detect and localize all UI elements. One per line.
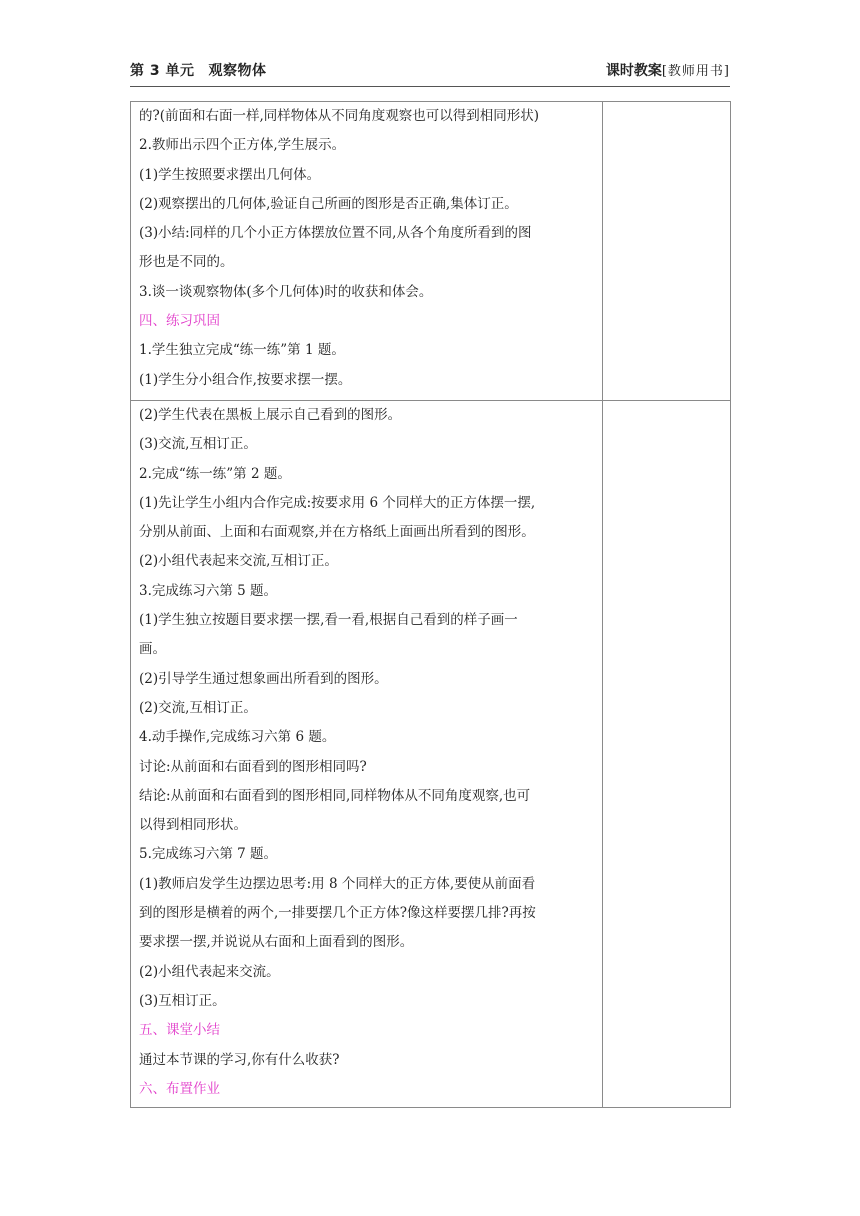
text-line: (2)学生代表在黑板上展示自己看到的图形。 [139,407,402,423]
text-line: (1)学生按照要求摆出几何体。 [139,166,321,183]
text-line: 结论:从前面和右面看到的图形相同,同样物体从不同角度观察,也可 [139,787,531,804]
text-line: (2)小组代表起来交流,互相订正。 [139,553,338,570]
text-line: 以得到相同形状。 [139,817,247,834]
page-header [130,60,730,84]
text-line: (1)先让学生小组内合作完成:按要求用 6 个同样大的正方体摆一摆, [139,494,536,511]
unit-heading [130,60,267,80]
text-line: 讨论:从前面和右面看到的图形相同吗? [139,758,367,775]
text-line: (3)互相订正。 [139,992,226,1009]
content-cell [131,102,603,401]
text-line: 到的图形是横着的两个,一排要摆几个正方体?像这样要摆几排?再按 [139,905,536,922]
notes-cell [603,401,731,1108]
section-heading: 五、课堂小结 [139,1022,220,1039]
text-line: (3)小结:同样的几个小正方体摆放位置不同,从各个角度所看到的图 [139,225,532,242]
content-block [131,401,602,1104]
text-line: 2.完成“练一练”第 2 题。 [139,465,291,482]
table-row [131,102,731,401]
notes-cell [603,102,731,401]
section-heading: 四、练习巩固 [139,313,220,330]
text-line: (1)学生独立按题目要求摆一摆,看一看,根据自己看到的样子画一 [139,612,518,629]
table-row [131,401,731,1108]
text-line: 的?(前面和右面一样,同样物体从不同角度观察也可以得到相同形状) [139,108,540,124]
text-line: 要求摆一摆,并说说从右面和上面看到的图形。 [139,934,414,951]
book-type: 课时教案 [605,63,662,79]
content-cell [131,401,603,1108]
text-line: 5.完成练习六第 7 题。 [139,846,278,863]
text-line: (2)交流,互相订正。 [139,699,257,716]
book-label [606,60,730,80]
text-line: (2)引导学生通过想象画出所看到的图形。 [139,670,388,687]
text-line: 形也是不同的。 [139,254,234,271]
text-line: (2)观察摆出的几何体,验证自己所画的图形是否正确,集体订正。 [139,195,518,212]
text-line: (1)教师启发学生边摆边思考:用 8 个同样大的正方体,要使从前面看 [139,875,536,892]
header-divider [130,86,730,87]
section-heading: 六、布置作业 [139,1080,220,1097]
text-line: 3.谈一谈观察物体(多个几何体)时的收获和体会。 [139,283,433,300]
text-line: 分别从前面、上面和右面观察,并在方格纸上面画出所看到的图形。 [139,524,535,541]
text-line: (1)学生分小组合作,按要求摆一摆。 [139,371,352,388]
book-note: [教师用书] [661,64,730,79]
text-line: 2.教师出示四个正方体,学生展示。 [139,137,346,154]
content-block [131,102,602,395]
text-line: 1.学生独立完成“练一练”第 1 题。 [139,342,345,359]
text-line: 3.完成练习六第 5 题。 [139,582,278,599]
unit-number: 第 3 单元 [130,63,195,79]
text-line: (2)小组代表起来交流。 [139,963,280,980]
text-line: (3)交流,互相订正。 [139,436,257,453]
unit-title: 观察物体 [208,63,267,79]
text-line: 4.动手操作,完成练习六第 6 题。 [139,729,336,746]
text-line: 画。 [139,641,166,658]
text-line: 通过本节课的学习,你有什么收获? [139,1051,340,1068]
lesson-plan-table [130,101,731,1108]
